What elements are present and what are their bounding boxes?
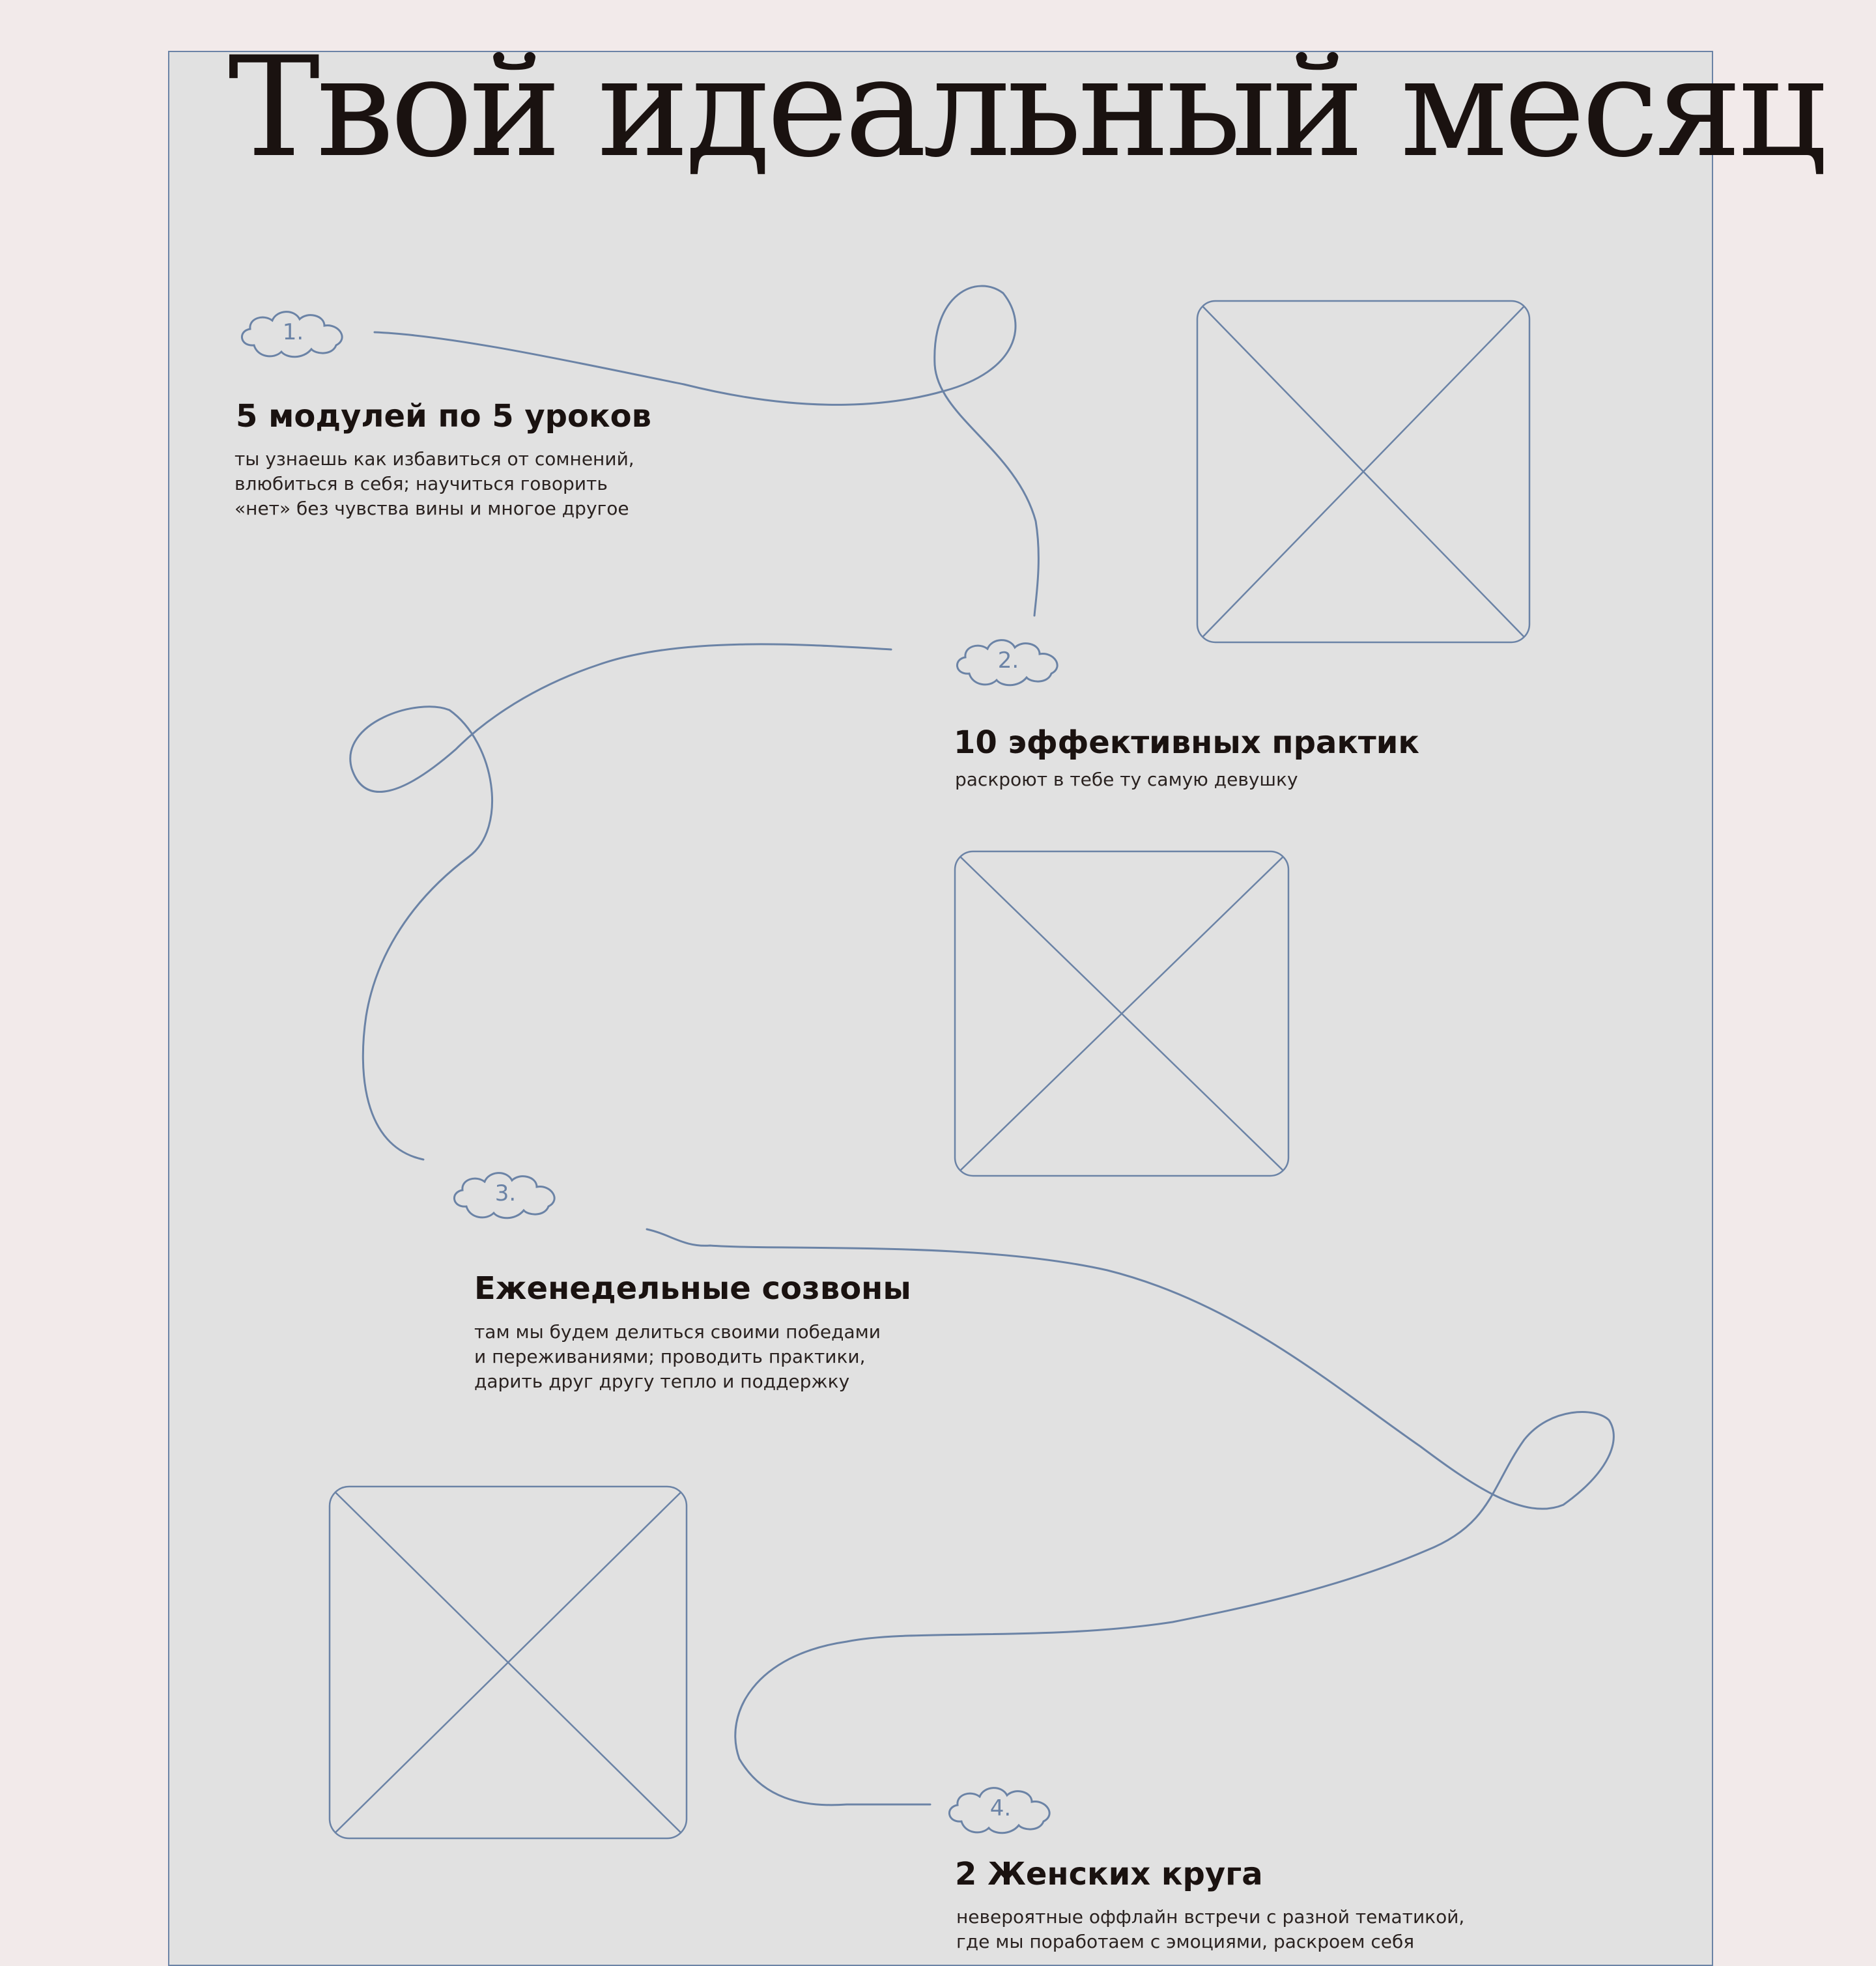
step-1-description: ты узнаешь как избавиться от сомнений, влюбиться в себя; научиться говорить «нет» без чувства вины и многое другое: [234, 448, 634, 519]
step-1-badge: [234, 300, 352, 365]
step-number: 3.: [494, 1180, 517, 1206]
step-1-title: 5 модулей по 5 уроков: [236, 398, 651, 435]
step-number: 1.: [282, 319, 304, 345]
step-3-title: Еженедельные созвоны: [474, 1270, 911, 1307]
step-4-title: 2 Женских круга: [955, 1856, 1263, 1892]
image-placeholder-icon: [328, 1485, 688, 1840]
step-number: 4.: [989, 1795, 1012, 1821]
step-4-badge: [942, 1776, 1059, 1841]
page-title: Твой идеальный месяц: [228, 27, 1823, 188]
step-4-description: невероятные оффлайн встречи с разной тематикой, где мы поработаем с эмоциями, раскроем себя: [956, 1906, 1465, 1952]
step-2-description: раскроют в тебе ту самую девушку: [955, 769, 1298, 790]
step-number: 2.: [997, 648, 1019, 674]
step-2-badge: [950, 628, 1067, 693]
step-3-description: там мы будем делиться своими победами и переживаниями; проводить практики, дарить друг другу тепло и поддержку: [474, 1321, 881, 1392]
step-2-title: 10 эффективных практик: [954, 724, 1419, 761]
image-placeholder-icon: [1196, 300, 1531, 644]
image-placeholder-icon: [954, 850, 1290, 1177]
step-3-badge: [447, 1161, 564, 1226]
